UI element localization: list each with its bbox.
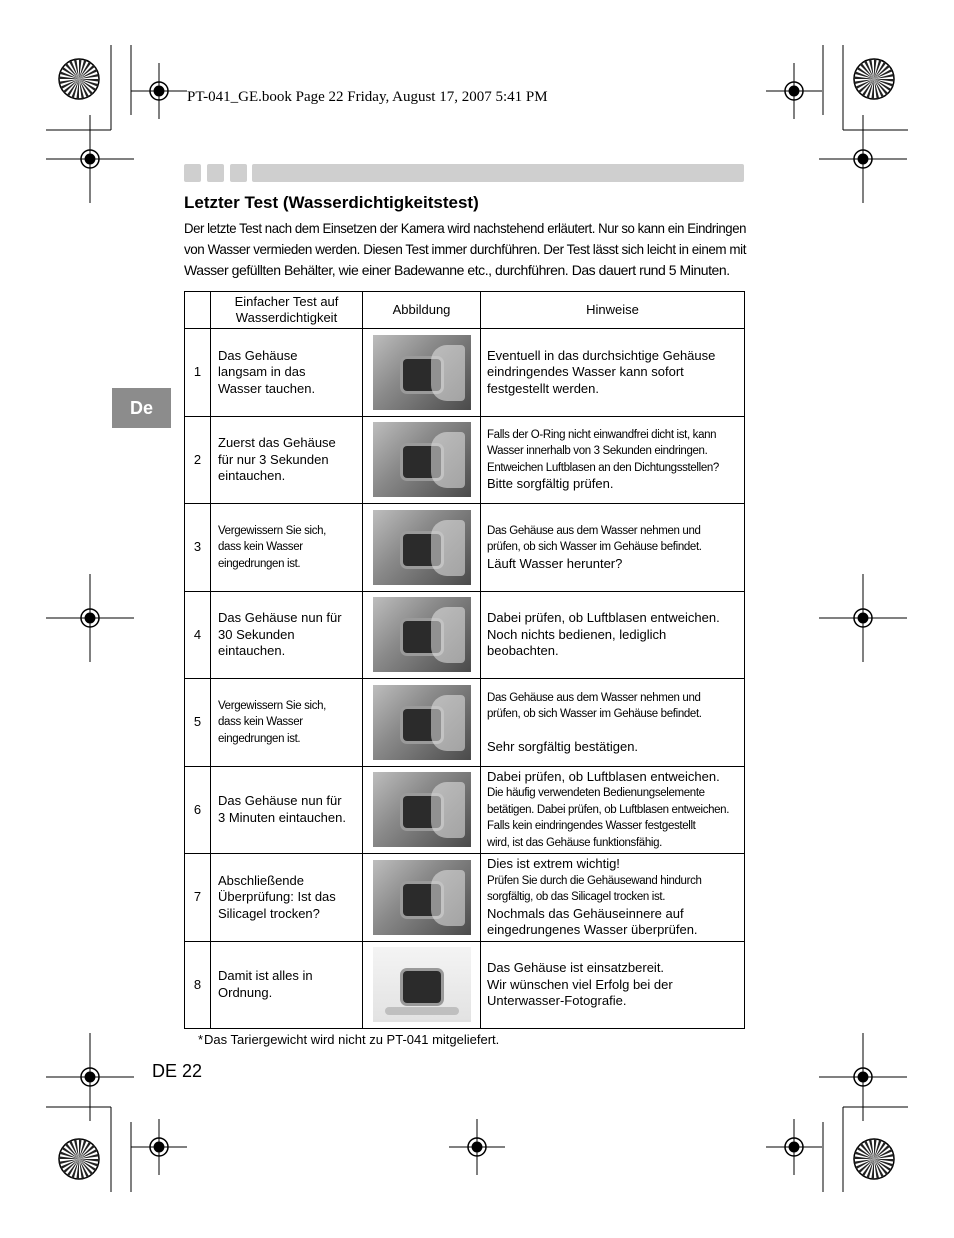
step-line: Ordnung. (218, 984, 273, 1000)
step-line: für nur 3 Sekunden (218, 451, 329, 467)
note-line (487, 723, 738, 739)
underwater-housing-photo (373, 947, 471, 1022)
underwater-housing-photo (373, 860, 471, 935)
step-number: 6 (185, 766, 211, 854)
note-line: Unterwasser-Fotografie. (487, 993, 627, 1008)
step-line: Zuerst das Gehäuse (218, 435, 336, 450)
step-description (211, 329, 363, 417)
note-line: Das Gehäuse ist einsatzbereit. (487, 960, 665, 975)
note-line: Wir wünschen viel Erfolg bei der (487, 976, 673, 992)
header-step-line: Einfacher Test auf (234, 294, 339, 309)
step-illustration-cell (363, 591, 481, 679)
note-line: prüfen, ob sich Wasser im Gehäuse befindet. (487, 541, 702, 553)
intro-line: von Wasser vermieden werden. Diesen Test immer durchführen. Der Test lässt sich leicht in einem mit (184, 241, 746, 257)
underwater-housing-photo (373, 597, 471, 672)
step-number: 1 (185, 329, 211, 417)
step-illustration-cell (363, 679, 481, 767)
table-row (185, 679, 745, 767)
step-line: Abschließende (218, 872, 304, 888)
note-line: sorgfältig, ob das Silicagel trocken ist. (487, 891, 666, 903)
note-line: betätigen. Dabei prüfen, ob Luftblasen entweichen. (487, 803, 730, 816)
underwater-housing-photo (373, 685, 471, 760)
note-line: Dies ist extrem wichtig! (487, 856, 620, 871)
step-line: dass kein Wasser (218, 541, 303, 553)
step-notes (481, 766, 745, 854)
step-description (211, 679, 363, 767)
step-notes (481, 679, 745, 767)
header-step (211, 292, 363, 329)
intro-paragraph (184, 218, 746, 281)
table-row (185, 766, 745, 854)
header-number (185, 292, 211, 329)
step-notes (481, 416, 745, 504)
step-number: 5 (185, 679, 211, 767)
section-title: Letzter Test (Wasserdichtigkeitstest) (184, 193, 479, 212)
note-line: Prüfen Sie durch die Gehäusewand hindurch (487, 874, 702, 887)
waterproof-test-table (184, 291, 745, 1029)
table-row (185, 329, 745, 417)
note-line: Das Gehäuse aus dem Wasser nehmen und (487, 524, 701, 537)
step-notes (481, 941, 745, 1029)
page-number: DE 22 (152, 1061, 203, 1081)
step-line: Vergewissern Sie sich, (218, 699, 326, 712)
note-line: Das Gehäuse aus dem Wasser nehmen und (487, 691, 701, 704)
step-description (211, 766, 363, 854)
step-illustration-cell (363, 854, 481, 942)
underwater-housing-photo (373, 422, 471, 497)
note-line: Nochmals das Gehäuseinnere auf (487, 905, 684, 921)
step-number: 4 (185, 591, 211, 679)
section-decoration-bar (184, 164, 744, 182)
step-line: langsam in das (218, 364, 306, 379)
step-line: Wasser tauchen. (218, 380, 316, 396)
underwater-housing-photo (373, 510, 471, 585)
note-line: eingedrungenes Wasser überprüfen. (487, 922, 698, 937)
step-line: Silicagel trocken? (218, 905, 320, 921)
step-description (211, 504, 363, 592)
step-line: eintauchen. (218, 643, 286, 658)
footnote-marker: * (198, 1032, 204, 1047)
note-line: Dabei prüfen, ob Luftblasen entweichen. (487, 610, 720, 625)
table-row (185, 504, 745, 592)
table-row (185, 854, 745, 942)
note-line: Dabei prüfen, ob Luftblasen entweichen. (487, 768, 720, 784)
note-line: prüfen, ob sich Wasser im Gehäuse befindet. (487, 708, 702, 720)
step-illustration-cell (363, 329, 481, 417)
step-illustration-cell (363, 416, 481, 504)
step-line: Vergewissern Sie sich, (218, 524, 326, 537)
step-description (211, 591, 363, 679)
header-step-line: Wasserdichtigkeit (235, 310, 338, 325)
step-number: 7 (185, 854, 211, 942)
step-description (211, 854, 363, 942)
note-line: Eventuell in das durchsichtige Gehäuse (487, 347, 716, 363)
note-line: beobachten. (487, 643, 559, 658)
table-header-row (185, 292, 745, 329)
step-line: eintauchen. (218, 468, 286, 483)
step-number: 3 (185, 504, 211, 592)
step-illustration-cell (363, 504, 481, 592)
note-line: Die häufig verwendeten Bedienungselemente (487, 787, 705, 799)
note-line: eindringendes Wasser kann sofort (487, 364, 684, 379)
step-line: eingedrungen ist. (218, 557, 301, 570)
step-number: 2 (185, 416, 211, 504)
step-line: 30 Sekunden (218, 626, 295, 642)
book-header-line: PT-041_GE.book Page 22 Friday, August 17, 2007 5:41 PM (187, 89, 548, 105)
note-line: festgestellt werden. (487, 380, 600, 396)
note-line: Bitte sorgfältig prüfen. (487, 476, 614, 492)
underwater-housing-photo (373, 335, 471, 410)
step-line: Damit ist alles in (218, 968, 313, 984)
step-description (211, 416, 363, 504)
step-notes (481, 504, 745, 592)
step-line: 3 Minuten eintauchen. (218, 809, 346, 825)
step-line: Das Gehäuse nun für (218, 793, 342, 809)
step-line: dass kein Wasser (218, 716, 303, 728)
note-line: Wasser innerhalb von 3 Sekunden eindringen. (487, 445, 708, 458)
table-row (185, 416, 745, 504)
note-line: Falls der O-Ring nicht einwandfrei dicht ist, kann (487, 428, 717, 441)
step-notes (481, 329, 745, 417)
header-illustration: Abbildung (363, 292, 481, 329)
step-line: Überprüfung: Ist das (218, 889, 336, 904)
note-line: Noch nichts bedienen, lediglich (487, 626, 667, 642)
note-line: Falls kein eindringendes Wasser festgestellt (487, 820, 696, 832)
step-illustration-cell (363, 941, 481, 1029)
step-line: Das Gehäuse (218, 347, 298, 363)
note-line: Läuft Wasser herunter? (487, 555, 623, 571)
intro-line: Wasser gefüllten Behälter, wie einer Badewanne etc., durchführen. Das dauert rund 5 Minuten. (184, 262, 730, 278)
step-notes (481, 591, 745, 679)
step-notes (481, 854, 745, 942)
note-line: wird, ist das Gehäuse funktionsfähig. (487, 836, 662, 849)
table-row (185, 591, 745, 679)
step-number: 8 (185, 941, 211, 1029)
step-description (211, 941, 363, 1029)
step-line: eingedrungen ist. (218, 732, 301, 745)
note-line: Sehr sorgfältig bestätigen. (487, 738, 639, 754)
header-notes: Hinweise (481, 292, 745, 329)
intro-line: Der letzte Test nach dem Einsetzen der Kamera wird nachstehend erläutert. Nur so kann ein Eindringen (184, 220, 746, 236)
note-line: Entweichen Luftblasen an den Dichtungsstellen? (487, 461, 719, 474)
underwater-housing-photo (373, 772, 471, 847)
step-illustration-cell (363, 766, 481, 854)
table-row (185, 941, 745, 1029)
language-tab: De (112, 388, 171, 428)
step-line: Das Gehäuse nun für (218, 610, 342, 625)
footnote-text: Das Tariergewicht wird nicht zu PT-041 mitgeliefert. (204, 1032, 500, 1047)
